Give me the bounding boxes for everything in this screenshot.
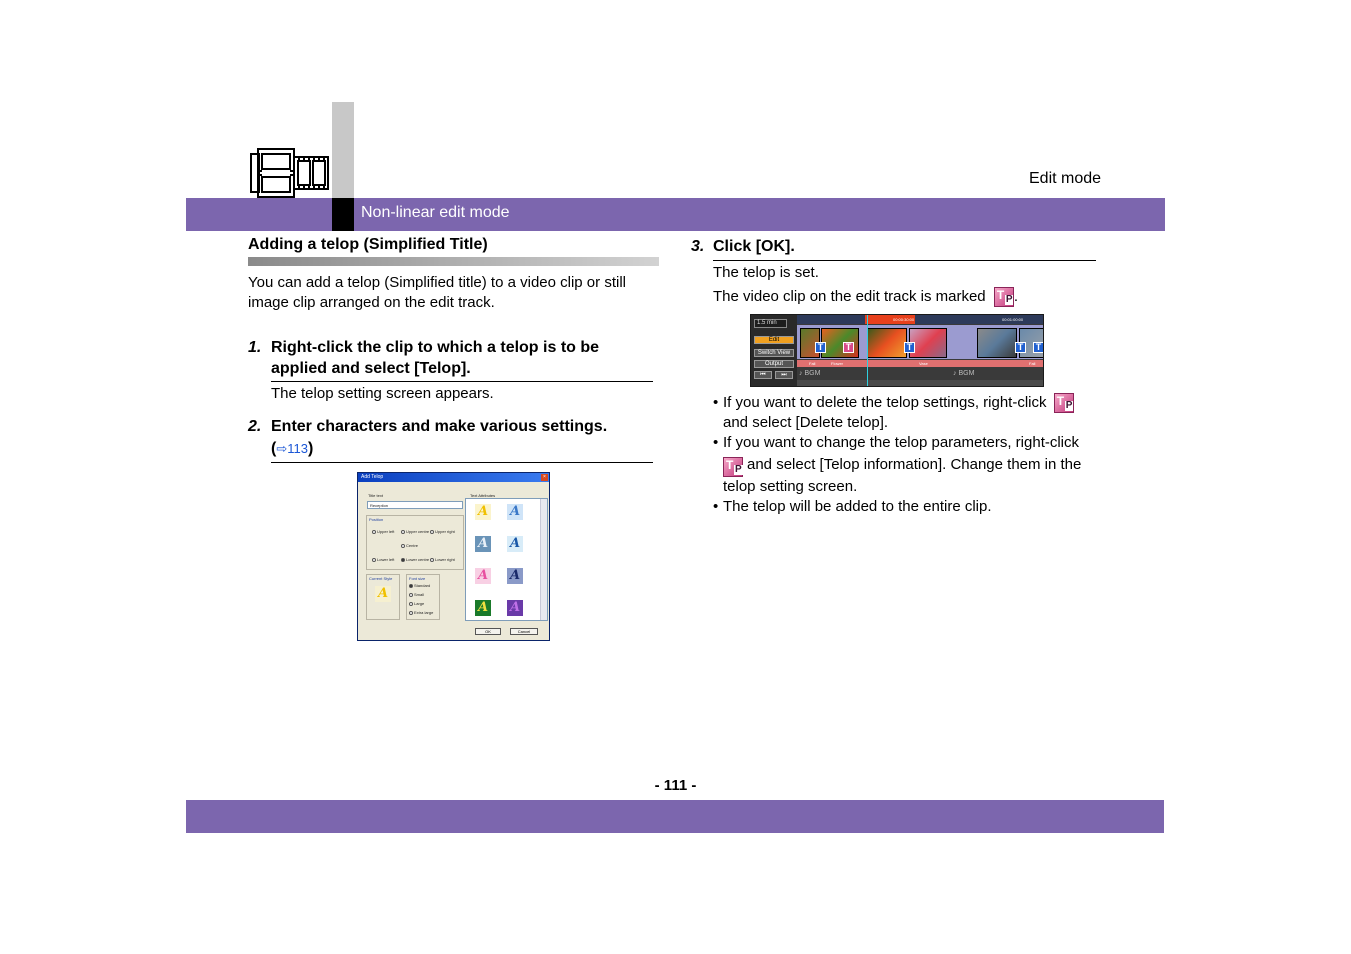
ref-page-number: 113: [287, 441, 308, 456]
step-1-body: The telop setting screen appears.: [271, 385, 494, 402]
step-3-rule: [713, 260, 1096, 261]
dialog-title: Add Telop: [361, 474, 384, 480]
header-black-tab: [332, 198, 354, 231]
section-heading: Adding a telop (Simplified Title): [248, 236, 488, 253]
current-style-swatch: A: [375, 586, 391, 602]
film-strip-icon: [250, 148, 330, 198]
page-113-link[interactable]: [276, 441, 308, 456]
style-swatch: A: [507, 568, 523, 584]
style-swatch: A: [507, 600, 523, 616]
ok-button: OK: [475, 628, 501, 635]
telop-marker-icon: T: [1015, 342, 1026, 353]
telop-marker-icon: T: [1033, 342, 1044, 353]
telop-marker-icon: T P: [723, 457, 743, 477]
step-2-title: Enter characters and make various settings.: [271, 418, 608, 435]
ref-close-paren: ): [307, 440, 314, 457]
timeline-controls: [751, 315, 797, 387]
text-attributes-list: [465, 498, 548, 621]
step-3-title: Click [OK].: [713, 238, 795, 255]
step-3-body-1: The telop is set.: [713, 264, 819, 281]
note-delete-telop: • If you want to delete the telop settings, right-click T P and select [Delete telop].: [713, 393, 1103, 433]
dialog-titlebar: [358, 473, 549, 482]
title-text-label: Title text: [368, 493, 383, 498]
footer-band: [186, 800, 1164, 833]
note-change-telop: • If you want to change the telop parameters, right-click T P and select [Telop information]. Change them in the telop setting screen.: [713, 433, 1103, 497]
list-scrollbar: [540, 499, 547, 620]
ref-open-paren: (: [271, 440, 277, 457]
chapter-title: Non-linear edit mode: [361, 204, 510, 221]
style-swatch: A: [475, 504, 491, 520]
time-marker-1: 00:00:30:00: [893, 317, 915, 322]
style-swatch: A: [475, 600, 491, 616]
telop-marker-icon: T: [843, 342, 854, 353]
text-attributes-label: Text Attributes: [470, 493, 496, 498]
telop-marker-icon: T P: [994, 287, 1014, 307]
cancel-button: Cancel: [510, 628, 538, 635]
current-style-label: Current Style: [369, 576, 393, 581]
style-swatch: A: [507, 536, 523, 552]
rewind-icon: ⏮: [754, 371, 772, 379]
position-label: Position: [369, 517, 384, 522]
arrow-right-icon: ⇨: [276, 441, 288, 456]
style-swatch: A: [475, 536, 491, 552]
step-1-title: Right-click the clip to which a telop is to be applied and select [Telop].: [271, 339, 600, 377]
telop-marker-icon: T: [815, 342, 826, 353]
close-icon: ×: [541, 474, 548, 481]
edit-button: Edit: [754, 336, 794, 344]
playhead: [867, 315, 868, 387]
step-3-body-2: The video clip on the edit track is marked T P .: [713, 288, 1018, 306]
intro-paragraph: You can add a telop (Simplified title) to a video clip or still image clip arranged on the edit track.: [248, 274, 626, 311]
telop-marker-icon: T P: [1054, 393, 1074, 413]
title-text-input: Reception: [367, 501, 463, 509]
edit-track-screenshot: [750, 314, 1044, 387]
step-2-number: 2.: [248, 418, 262, 435]
timeline-ruler: [797, 315, 1044, 324]
section-label: Edit mode: [1029, 170, 1102, 187]
bgm-track-label: ♪ BGM: [953, 370, 975, 377]
step-3-number: 3.: [691, 238, 705, 255]
clip-thumbnail: [867, 328, 907, 358]
duration-field: 1.5 min: [754, 319, 787, 328]
step-2-rule: [271, 462, 653, 463]
note-entire-clip: • The telop will be added to the entire clip.: [713, 497, 1103, 517]
switch-view-button: Switch View: [754, 349, 794, 357]
step-2-reference: [271, 438, 313, 459]
step-1-number: 1.: [248, 339, 262, 356]
style-swatch: A: [475, 568, 491, 584]
output-button: Output: [754, 360, 794, 368]
telop-marker-icon: T: [904, 342, 915, 353]
heading-underline-bar: [248, 257, 659, 266]
clip-labels-row: Fall Flower Vase Fall: [797, 360, 1044, 367]
notes-list: [713, 393, 1103, 517]
header-gray-tab: [332, 102, 354, 198]
bgm-track-label: ♪ BGM: [799, 370, 821, 377]
clip-thumbnail: [977, 328, 1017, 358]
font-size-label: Font size: [409, 576, 426, 581]
add-telop-dialog-screenshot: Add Telop × Title text Reception Text Attributes Position Upper left Upper centre Upper right Centre Lower left Lower centre Lower right Current Style A Font size Standard Small Large Extra large A A A A A A A A OK Cancel: [357, 472, 550, 641]
timeline-scrollbar: [797, 380, 1044, 387]
fast-forward-icon: ⏭: [775, 371, 793, 379]
time-marker-2: 00:01:00:00: [1002, 317, 1024, 322]
step-1-rule: [271, 381, 653, 382]
page-number: - 111 -: [654, 777, 697, 794]
style-swatch: A: [507, 504, 523, 520]
